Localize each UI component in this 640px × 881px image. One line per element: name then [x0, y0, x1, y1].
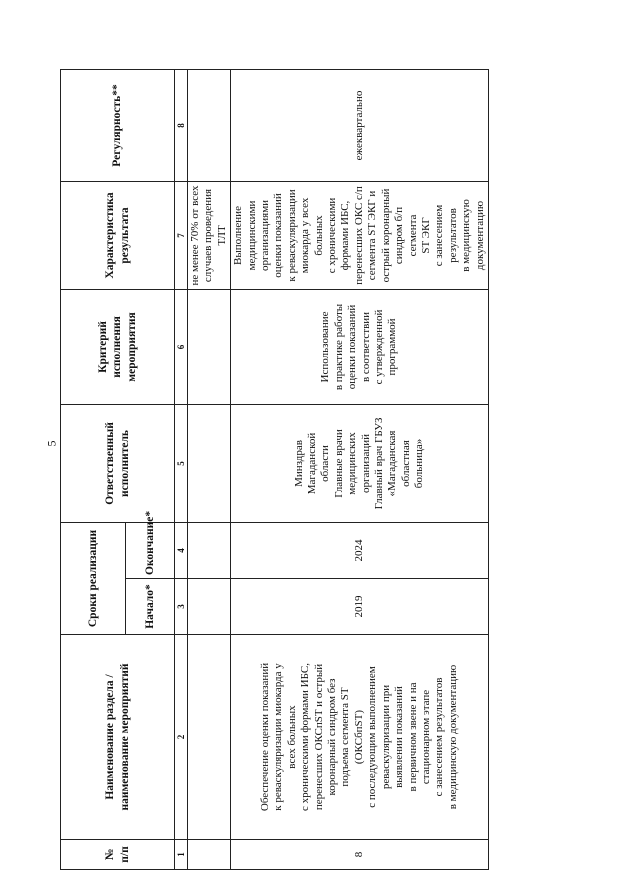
criterion-line: в соответствии: [359, 311, 372, 383]
header-num: № п/п: [61, 840, 175, 870]
criterion-line: с утвержденной: [372, 309, 385, 385]
header-responsible: Ответственный исполнитель: [61, 404, 175, 522]
result-line: Выполнение: [232, 206, 245, 265]
responsible-line: организаций: [359, 433, 372, 494]
result-line: синдром б/п сегмента: [393, 206, 419, 265]
result-line: больных: [312, 215, 325, 256]
activity-name-line: выявлении показаний: [393, 686, 406, 788]
criterion-line: в практике работы: [332, 303, 345, 391]
result-line: медицинскими: [245, 200, 258, 271]
activity-name-line: перенесших ОКСпST и острый: [312, 663, 325, 811]
result-line: с хроническими: [326, 197, 339, 274]
responsible-line: Главные врачи: [332, 429, 345, 498]
activity-name-line: (ОКСбпST): [352, 709, 365, 765]
prev-result-cell: не менее 70% от всех случаев проведения ТЛТ: [188, 181, 231, 289]
header-result: Характеристика результата: [61, 181, 175, 289]
result-line: к реваскуляризации: [285, 189, 298, 282]
responsible-line: области: [319, 445, 332, 482]
responsible-line: Главный врач ГБУЗ: [372, 417, 385, 510]
column-number: 5: [175, 404, 188, 522]
result-line: результатов: [446, 208, 459, 263]
activity-name-line: Обеспечение оценки показаний: [259, 662, 272, 812]
result-line: острый коронарный: [379, 188, 392, 283]
responsible-line: Минздрав Магаданской: [292, 432, 318, 495]
header-criterion: Критерий исполнения мероприятия: [61, 289, 175, 404]
activity-name-line: в первичном звене и на: [406, 682, 419, 792]
activity-name-line: коронарный синдром без: [326, 678, 339, 796]
activity-name-line: с хроническими формами ИБС,: [299, 663, 312, 811]
header-start: Начало*: [126, 579, 175, 635]
activity-name-line: к реваскуляризации миокарда у: [272, 663, 285, 811]
page-number: 5: [44, 440, 59, 447]
header-period: Сроки реализации: [61, 522, 126, 634]
result-line: с занесением: [433, 204, 446, 267]
table-row: [231, 69, 489, 869]
activity-name-line: всех больных: [285, 705, 298, 769]
header-regularity: Регулярность**: [61, 69, 175, 181]
column-number: 4: [175, 522, 188, 578]
activity-name-line: в медицинскую документацию: [446, 664, 459, 810]
result-line: формами ИБС,: [339, 200, 352, 271]
end-year-cell: 2024: [231, 522, 489, 578]
criterion-line: программой: [386, 318, 399, 376]
column-number: 7: [175, 181, 188, 289]
criterion-cell: [231, 289, 489, 404]
activity-name-line: стационарном этапе: [419, 689, 432, 785]
column-number: 2: [175, 635, 188, 840]
result-line: перенесших ОКС с/п: [352, 186, 365, 285]
column-number: 8: [175, 69, 188, 181]
criterion-line: оценки показаний: [346, 304, 359, 390]
result-line: документацию: [473, 200, 486, 271]
responsible-line: больница»: [413, 438, 426, 489]
regularity-cell: ежеквартально: [231, 69, 489, 181]
header-name: Наименование раздела /наименование мероприятий: [61, 635, 175, 840]
activity-name-line: подъема сегмента ST: [339, 687, 352, 787]
criterion-line: Использование: [319, 311, 332, 383]
activities-table: [60, 69, 489, 870]
column-number: 1: [175, 840, 188, 870]
column-number: 3: [175, 579, 188, 635]
header-row: [61, 69, 126, 869]
column-number: 6: [175, 289, 188, 404]
start-year-cell: 2019: [231, 579, 489, 635]
result-line: организациями: [259, 199, 272, 272]
result-line: ST ЭКГ: [419, 217, 432, 254]
result-cell: [231, 181, 489, 289]
activity-name-cell: [231, 635, 489, 840]
row-number: 8: [231, 840, 489, 870]
column-numbers-row: [175, 69, 188, 869]
rotated-table-container: [60, 70, 486, 870]
result-line: в медицинскую: [460, 199, 473, 272]
responsible-line: медицинских: [346, 432, 359, 495]
result-line: оценки показаний: [272, 193, 285, 278]
responsible-line: «Магаданская областная: [386, 430, 412, 497]
result-line: сегмента ST ЭКГ и: [366, 190, 379, 281]
activity-name-line: с последующим выполнением: [366, 666, 379, 808]
activity-name-line: с занесением результатов: [433, 677, 446, 797]
result-line: миокарда у всех: [299, 197, 312, 274]
activity-name-line: реваскуляризации при: [379, 684, 392, 790]
table-row: [188, 69, 231, 869]
header-end: Окончание*: [126, 522, 175, 578]
responsible-cell: [231, 404, 489, 522]
